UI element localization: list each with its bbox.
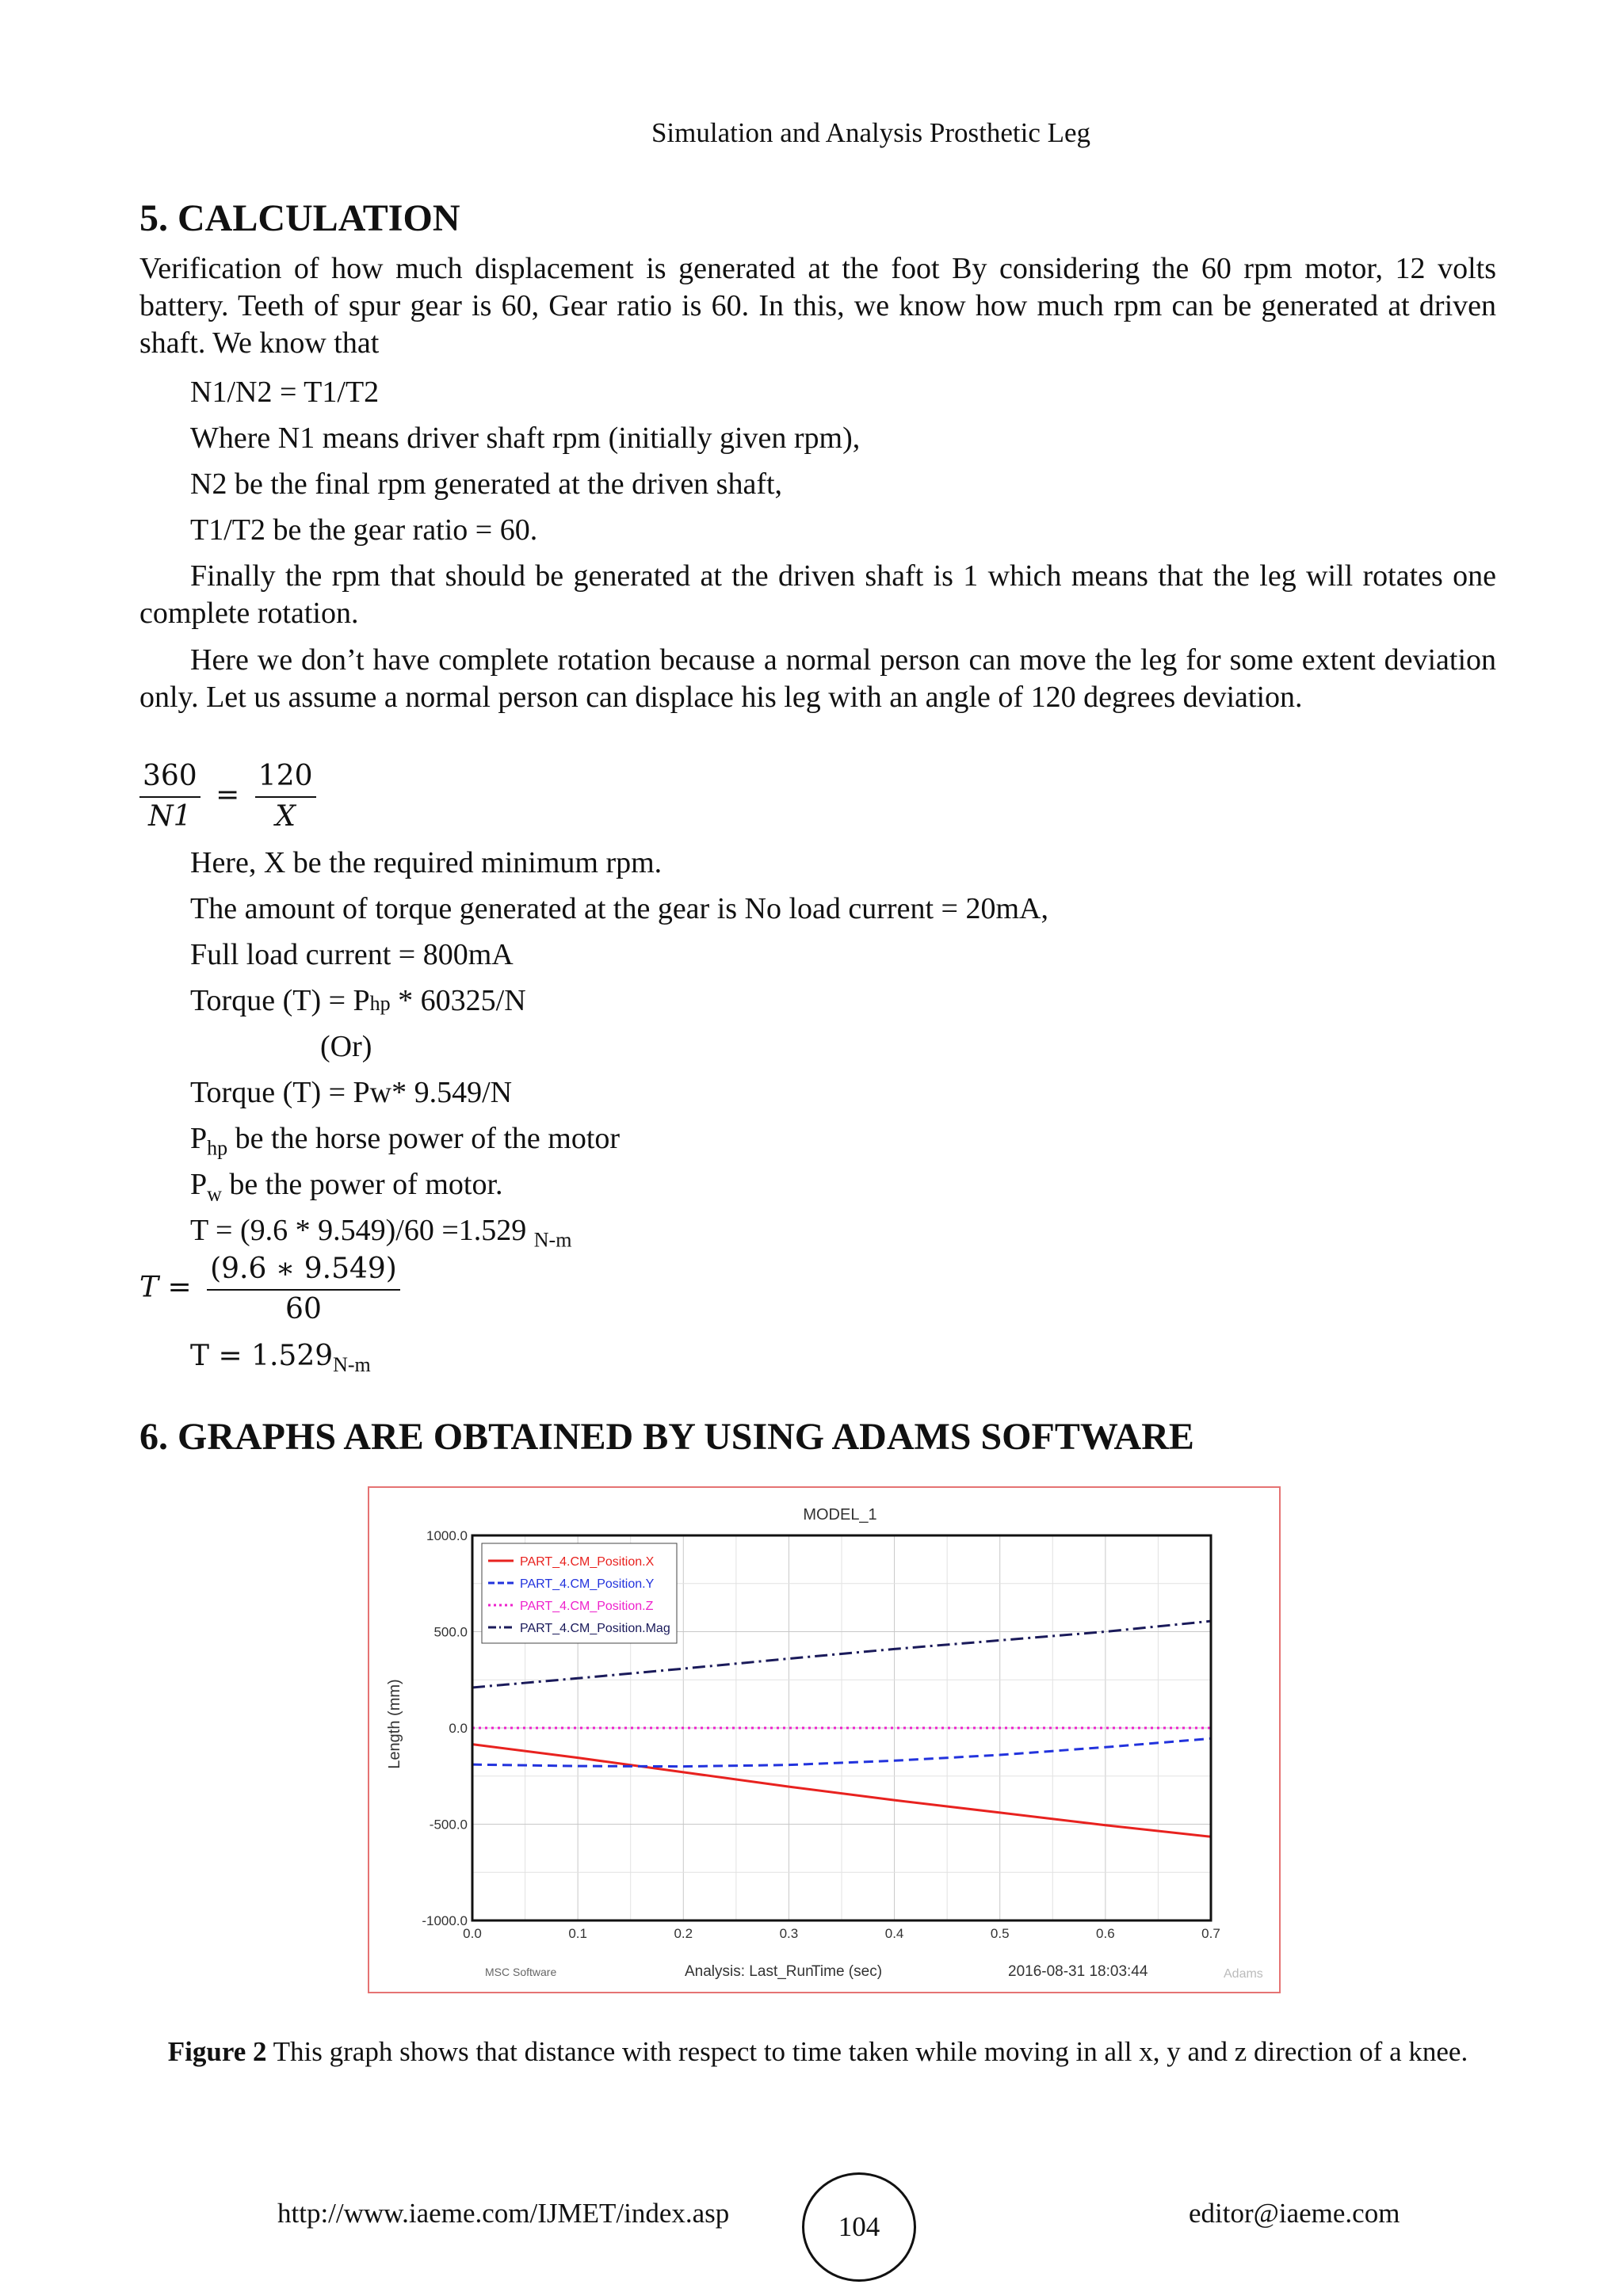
angle-proportion-equation: $\frac{360}{N1}$ = $\frac{120}{X}$: [139, 759, 1496, 834]
figure-caption: Figure 2 This graph shows that distance with respect to time taken while moving in all x, y and z direction of a knee.: [167, 2036, 1468, 2067]
calculation-intro: Verification of how much displacement is generated at the foot By considering the 60 rpm motor, 12 volts battery. Teeth of spur gear is 60, Gear ratio is 60. In this, we know how much rpm can be generated at driven shaft. We know that: [139, 252, 1496, 360]
deviation-paragraph: Here we don’t have complete rotation because a normal person can move the leg for some extent deviation only. Let us assume a normal person can displace his leg with an angle of 120 degrees deviation.: [139, 643, 1496, 715]
torque-intro: The amount of torque generated at the gear is No load current = 20mA,: [190, 892, 1048, 925]
footer-url-link[interactable]: http://www.iaeme.com/IJMET/index.asp: [277, 2198, 730, 2229]
chart-title: MODEL_1: [803, 1506, 877, 1524]
y-tick-label: 0.0: [449, 1721, 468, 1736]
torque-result: $T = 1.529_{N-m}$: [190, 1340, 371, 1377]
x-tick-label: 0.5: [990, 1926, 1010, 1941]
adams-watermark: Adams: [1224, 1967, 1263, 1981]
chart-svg: [368, 1486, 1281, 1993]
analysis-label: Analysis: Last_Run: [685, 1963, 814, 1980]
y-tick-label: 500.0: [433, 1624, 468, 1640]
chart-legend: [482, 1543, 677, 1643]
torque-fraction-equation: T = $\frac{(9.6 ∗ 9.549)}{60}$: [139, 1252, 1496, 1327]
x-definition: Here, X be the required minimum rpm.: [190, 846, 663, 879]
torque-calculation: T = (9.6 * 9.549)/60 =1.529 $_{N-m}$: [190, 1214, 572, 1252]
legend-entry: PART_4.CM_Position.Z: [520, 1600, 654, 1613]
legend-entry: PART_4.CM_Position.Mag: [520, 1622, 670, 1635]
x-tick-label: 0.6: [1096, 1926, 1115, 1941]
x-tick-label: 0.4: [884, 1926, 904, 1941]
section-heading-calculation: 5. CALCULATION: [139, 197, 460, 239]
x-tick-label: 0.7: [1201, 1926, 1220, 1941]
n2-definition: N2 be the final rpm generated at the driven shaft,: [190, 467, 783, 501]
final-rpm-paragraph: Finally the rpm that should be generated at the driven shaft is 1 which means that the leg will rotates one complete rotation.: [139, 559, 1496, 631]
footer-email-link[interactable]: editor@iaeme.com: [1189, 2198, 1400, 2229]
full-load-current: Full load current = 800mA: [190, 938, 514, 971]
fraction-120-x: $\frac{120}{X}$: [255, 759, 316, 834]
x-tick-label: 0.0: [463, 1926, 482, 1941]
legend-entry: PART_4.CM_Position.X: [520, 1555, 655, 1569]
gear-ratio-equation: N1/N2 = T1/T2: [190, 376, 380, 409]
php-definition: $P_{hp}$ be the horse power of the motor: [190, 1122, 621, 1160]
y-tick-label: 1000.0: [426, 1528, 468, 1543]
fraction-360-n1: $\frac{360}{N1}$: [139, 759, 200, 834]
torque-fraction: $\frac{(9.6 ∗ 9.549)}{60}$: [207, 1252, 400, 1327]
running-title: Simulation and Analysis Prosthetic Leg: [651, 117, 1091, 148]
or-label: (Or): [320, 1030, 372, 1063]
gear-ratio-definition: T1/T2 be the gear ratio = 60.: [190, 513, 538, 547]
legend-entry: PART_4.CM_Position.Y: [520, 1577, 655, 1591]
x-axis-label: Time (sec): [812, 1963, 883, 1980]
n1-definition: Where N1 means driver shaft rpm (initially given rpm),: [190, 421, 861, 455]
timestamp-label: 2016-08-31 18:03:44: [1008, 1963, 1148, 1980]
y-axis-label: Length (mm): [386, 1679, 403, 1769]
x-tick-label: 0.3: [779, 1926, 799, 1941]
page-footer: [0, 2172, 1623, 2275]
torque-formula-hp: Torque (T) = Php * 60325/N: [190, 984, 526, 1017]
pw-definition: $P_w$ be the power of motor.: [190, 1168, 503, 1206]
y-tick-label: -1000.0: [422, 1913, 468, 1928]
adams-chart: [368, 1486, 1281, 1993]
page-number: 104: [802, 2172, 916, 2282]
msc-software-logo: MSC Software: [485, 1966, 557, 1978]
torque-formula-w: Torque (T) = Pw* 9.549/N: [190, 1076, 513, 1109]
section-heading-graphs: 6. GRAPHS ARE OBTAINED BY USING ADAMS SOFTWARE: [139, 1416, 1194, 1458]
y-tick-label: -500.0: [429, 1817, 468, 1833]
x-tick-label: 0.2: [674, 1926, 693, 1941]
x-tick-label: 0.1: [568, 1926, 587, 1941]
